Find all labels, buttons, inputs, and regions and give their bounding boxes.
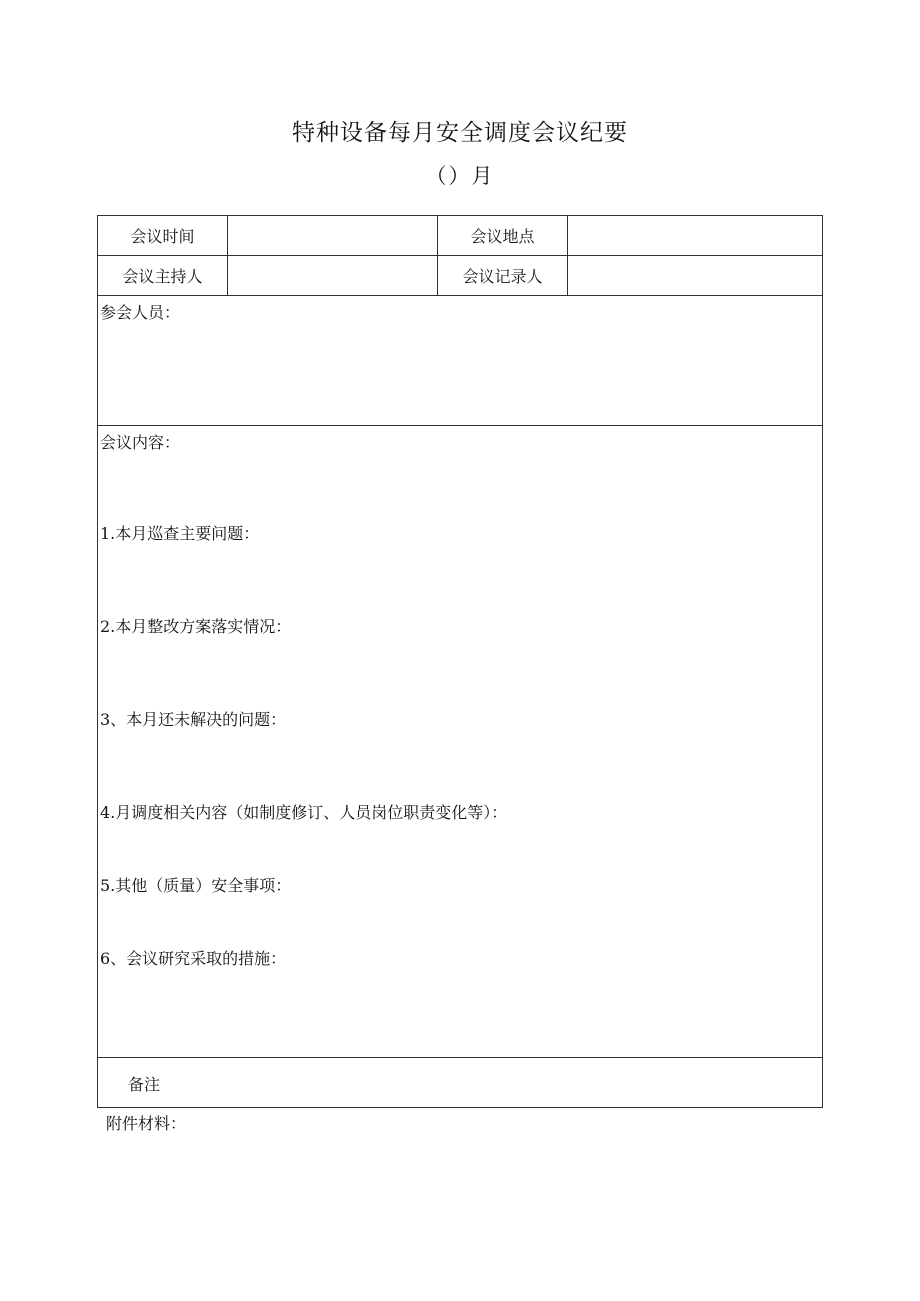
meeting-time-label: 会议时间 xyxy=(98,216,228,255)
content-item-5: 5.其他（质量）安全事项： xyxy=(100,876,292,895)
meeting-time-field[interactable] xyxy=(228,216,438,255)
month-subtitle: （）月 xyxy=(425,164,495,188)
content-item-1: 1.本月巡查主要问题： xyxy=(100,524,260,543)
attendees-label: 参会人员： xyxy=(100,303,181,322)
remarks-label: 备注 xyxy=(128,1075,161,1094)
recorder-label: 会议记录人 xyxy=(438,256,568,295)
remarks-section[interactable] xyxy=(98,1058,822,1107)
host-label: 会议主持人 xyxy=(98,256,228,295)
attachment-label: 附件材料： xyxy=(106,1114,187,1133)
row-time-place xyxy=(98,216,822,256)
meeting-minutes-form xyxy=(97,215,823,1108)
document-title: 特种设备每月安全调度会议纪要 xyxy=(292,120,628,146)
content-label: 会议内容： xyxy=(100,433,181,452)
row-host-recorder xyxy=(98,256,822,296)
content-item-4: 4.月调度相关内容（如制度修订、人员岗位职责变化等）： xyxy=(100,803,508,822)
host-field[interactable] xyxy=(228,256,438,295)
meeting-content-section[interactable] xyxy=(98,426,822,1058)
meeting-place-label: 会议地点 xyxy=(438,216,568,255)
recorder-field[interactable] xyxy=(568,256,822,295)
content-item-2: 2.本月整改方案落实情况： xyxy=(100,617,292,636)
content-item-6: 6、会议研究采取的措施： xyxy=(100,949,287,968)
attendees-section[interactable] xyxy=(98,296,822,426)
meeting-place-field[interactable] xyxy=(568,216,822,255)
content-item-3: 3、本月还未解决的问题： xyxy=(100,710,287,729)
